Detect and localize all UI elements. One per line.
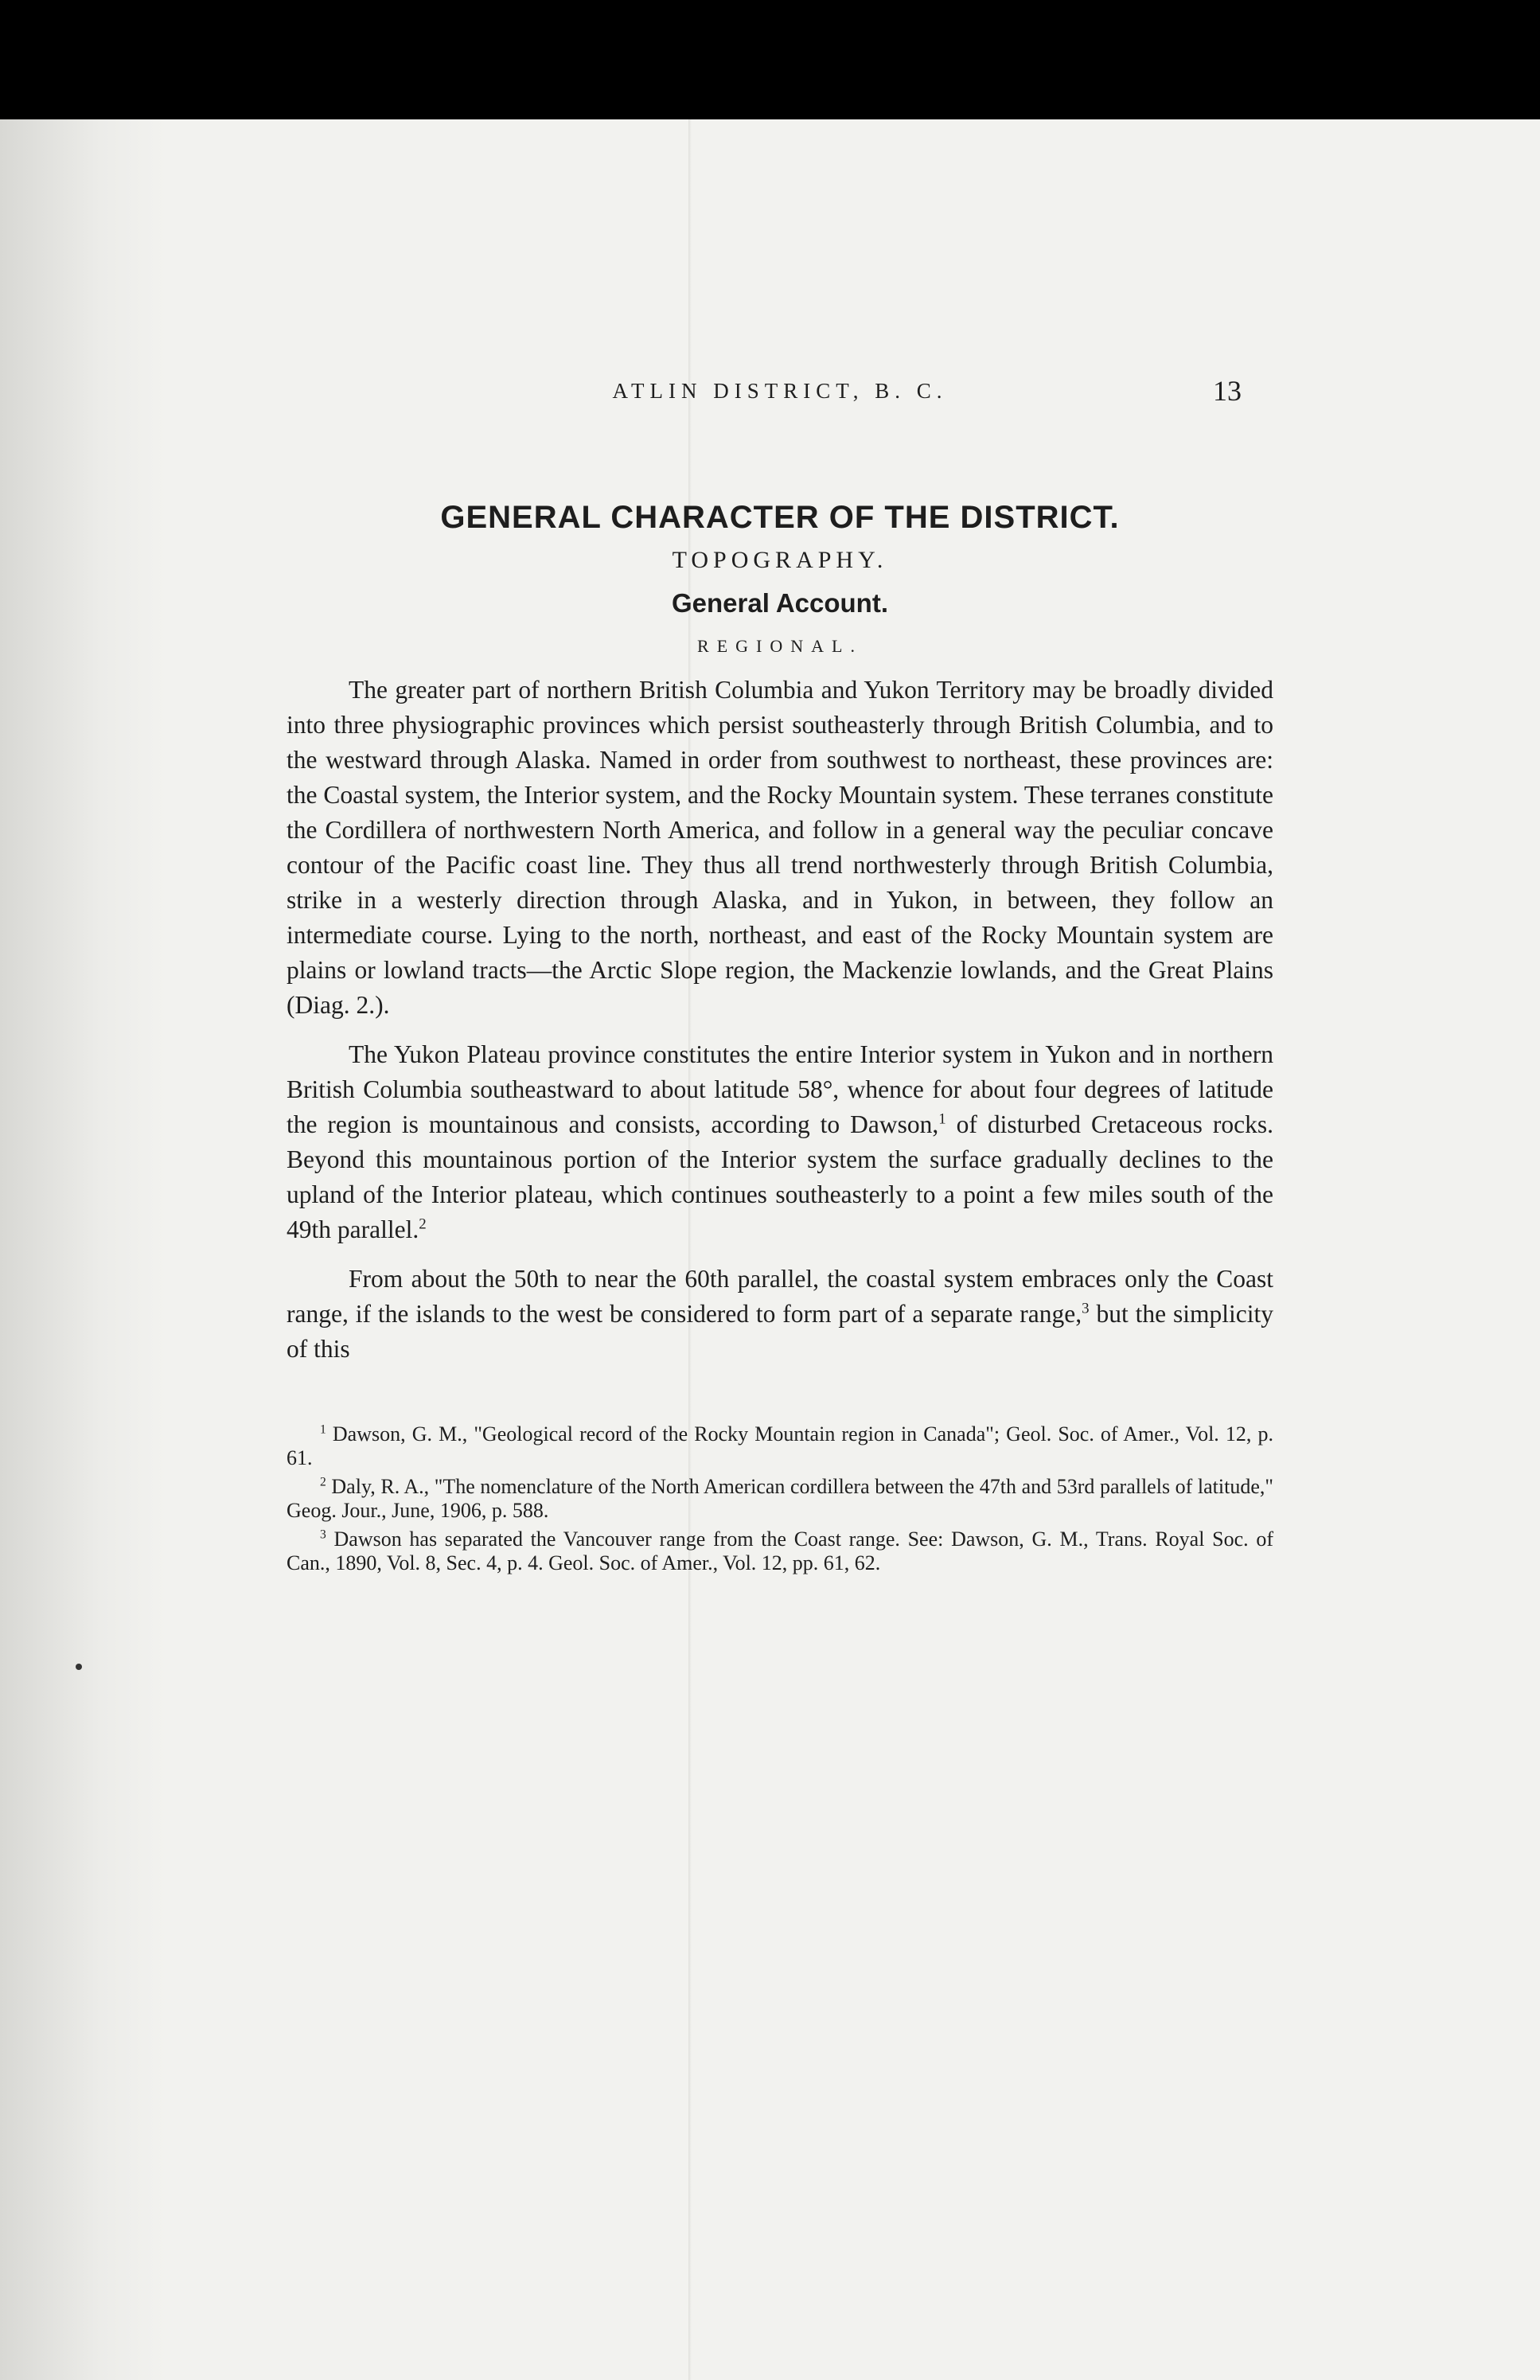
- footnote-ref-2: 2: [419, 1215, 427, 1233]
- page-number: 13: [1213, 375, 1242, 407]
- account-heading: General Account.: [671, 588, 888, 618]
- footnote-text: Daly, R. A., "The nomenclature of the North American cordillera between the 47th and 53rd parallels of latitude," Geog. Jour., June, 1906, p. 588.: [287, 1475, 1274, 1522]
- binding-gutter: [0, 119, 167, 2380]
- paragraph-1: [287, 673, 1273, 1023]
- scan-speck: [76, 1664, 82, 1670]
- topic-heading: TOPOGRAPHY.: [672, 547, 888, 573]
- footnote-ref-3: 3: [1082, 1300, 1090, 1317]
- paragraph-1-text: The greater part of northern British Columbia and Yukon Territory may be broadly divided into three physiographic provinces which persist southeasterly through British Columbia, and to the westward through Alaska. Named in order from southwest to northeast, these provinces are: the Coastal system, the Interior system, and the Rocky Mountain system. These terranes constitute the Cordillera of northwestern North America, and follow in a general way the peculiar concave contour of the Pacific coast line. They thus all trend northwesterly through British Columbia, strike in a westerly direction through Alaska, and in Yukon, in between, they follow an intermediate course. Lying to the north, northeast, and east of the Rocky Mountain system are plains or lowland tracts—the Arctic Slope region, the Mackenzie lowlands, and the Great Plains (Diag. 2.).: [287, 676, 1273, 1019]
- footnote-2: [287, 1475, 1273, 1523]
- footnote-1: [287, 1422, 1273, 1470]
- footnote-3: [287, 1527, 1273, 1575]
- footnote-mark: 2: [320, 1475, 326, 1489]
- footnotes: [287, 1422, 1273, 1575]
- running-title: ATLIN DISTRICT, B. C.: [612, 379, 948, 403]
- footnote-ref-1: 1: [938, 1110, 946, 1128]
- footnote-text: Dawson has separated the Vancouver range from the Coast range. See: Dawson, G. M., Trans. Royal Soc. of Can., 1890, Vol. 8, Sec. 4, p. 4. Geol. Soc. of Amer., Vol. 12, pp. 61, 62.: [287, 1527, 1274, 1574]
- paragraph-3-text-end: but the simplicity of this: [287, 1300, 1273, 1363]
- paragraph-2-text-mid: of disturbed Cretaceous rocks. Beyond this mountainous portion of the Interior system the surface gradually declines to the upland of the Interior plateau, which continues southeasterly to a point a few miles south of the 49th parallel.: [287, 1110, 1273, 1243]
- paragraph-2: [287, 1037, 1273, 1247]
- section-label: REGIONAL.: [697, 636, 863, 656]
- paragraph-3-text: From about the 50th to near the 60th parallel, the coastal system embraces only the Coast range, if the islands to the west be considered to form part of a separate range,: [287, 1265, 1273, 1328]
- footnote-mark: 3: [320, 1527, 326, 1542]
- footnote-text: Dawson, G. M., "Geological record of the Rocky Mountain region in Canada"; Geol. Soc. of Amer., Vol. 12, p. 61.: [287, 1422, 1273, 1469]
- text-block: [287, 374, 1273, 1580]
- paragraph-2-text: The Yukon Plateau province constitutes the entire Interior system in Yukon and in northern British Columbia southeastward to about latitude 58°, whence for about four degrees of latitude the region is mountainous and consists, according to Dawson,: [287, 1040, 1273, 1138]
- running-head: [287, 374, 1273, 430]
- footnote-mark: 1: [320, 1422, 326, 1437]
- scanned-page: [0, 119, 1540, 2380]
- main-heading: GENERAL CHARACTER OF THE DISTRICT.: [440, 500, 1120, 535]
- paragraph-3: [287, 1262, 1273, 1367]
